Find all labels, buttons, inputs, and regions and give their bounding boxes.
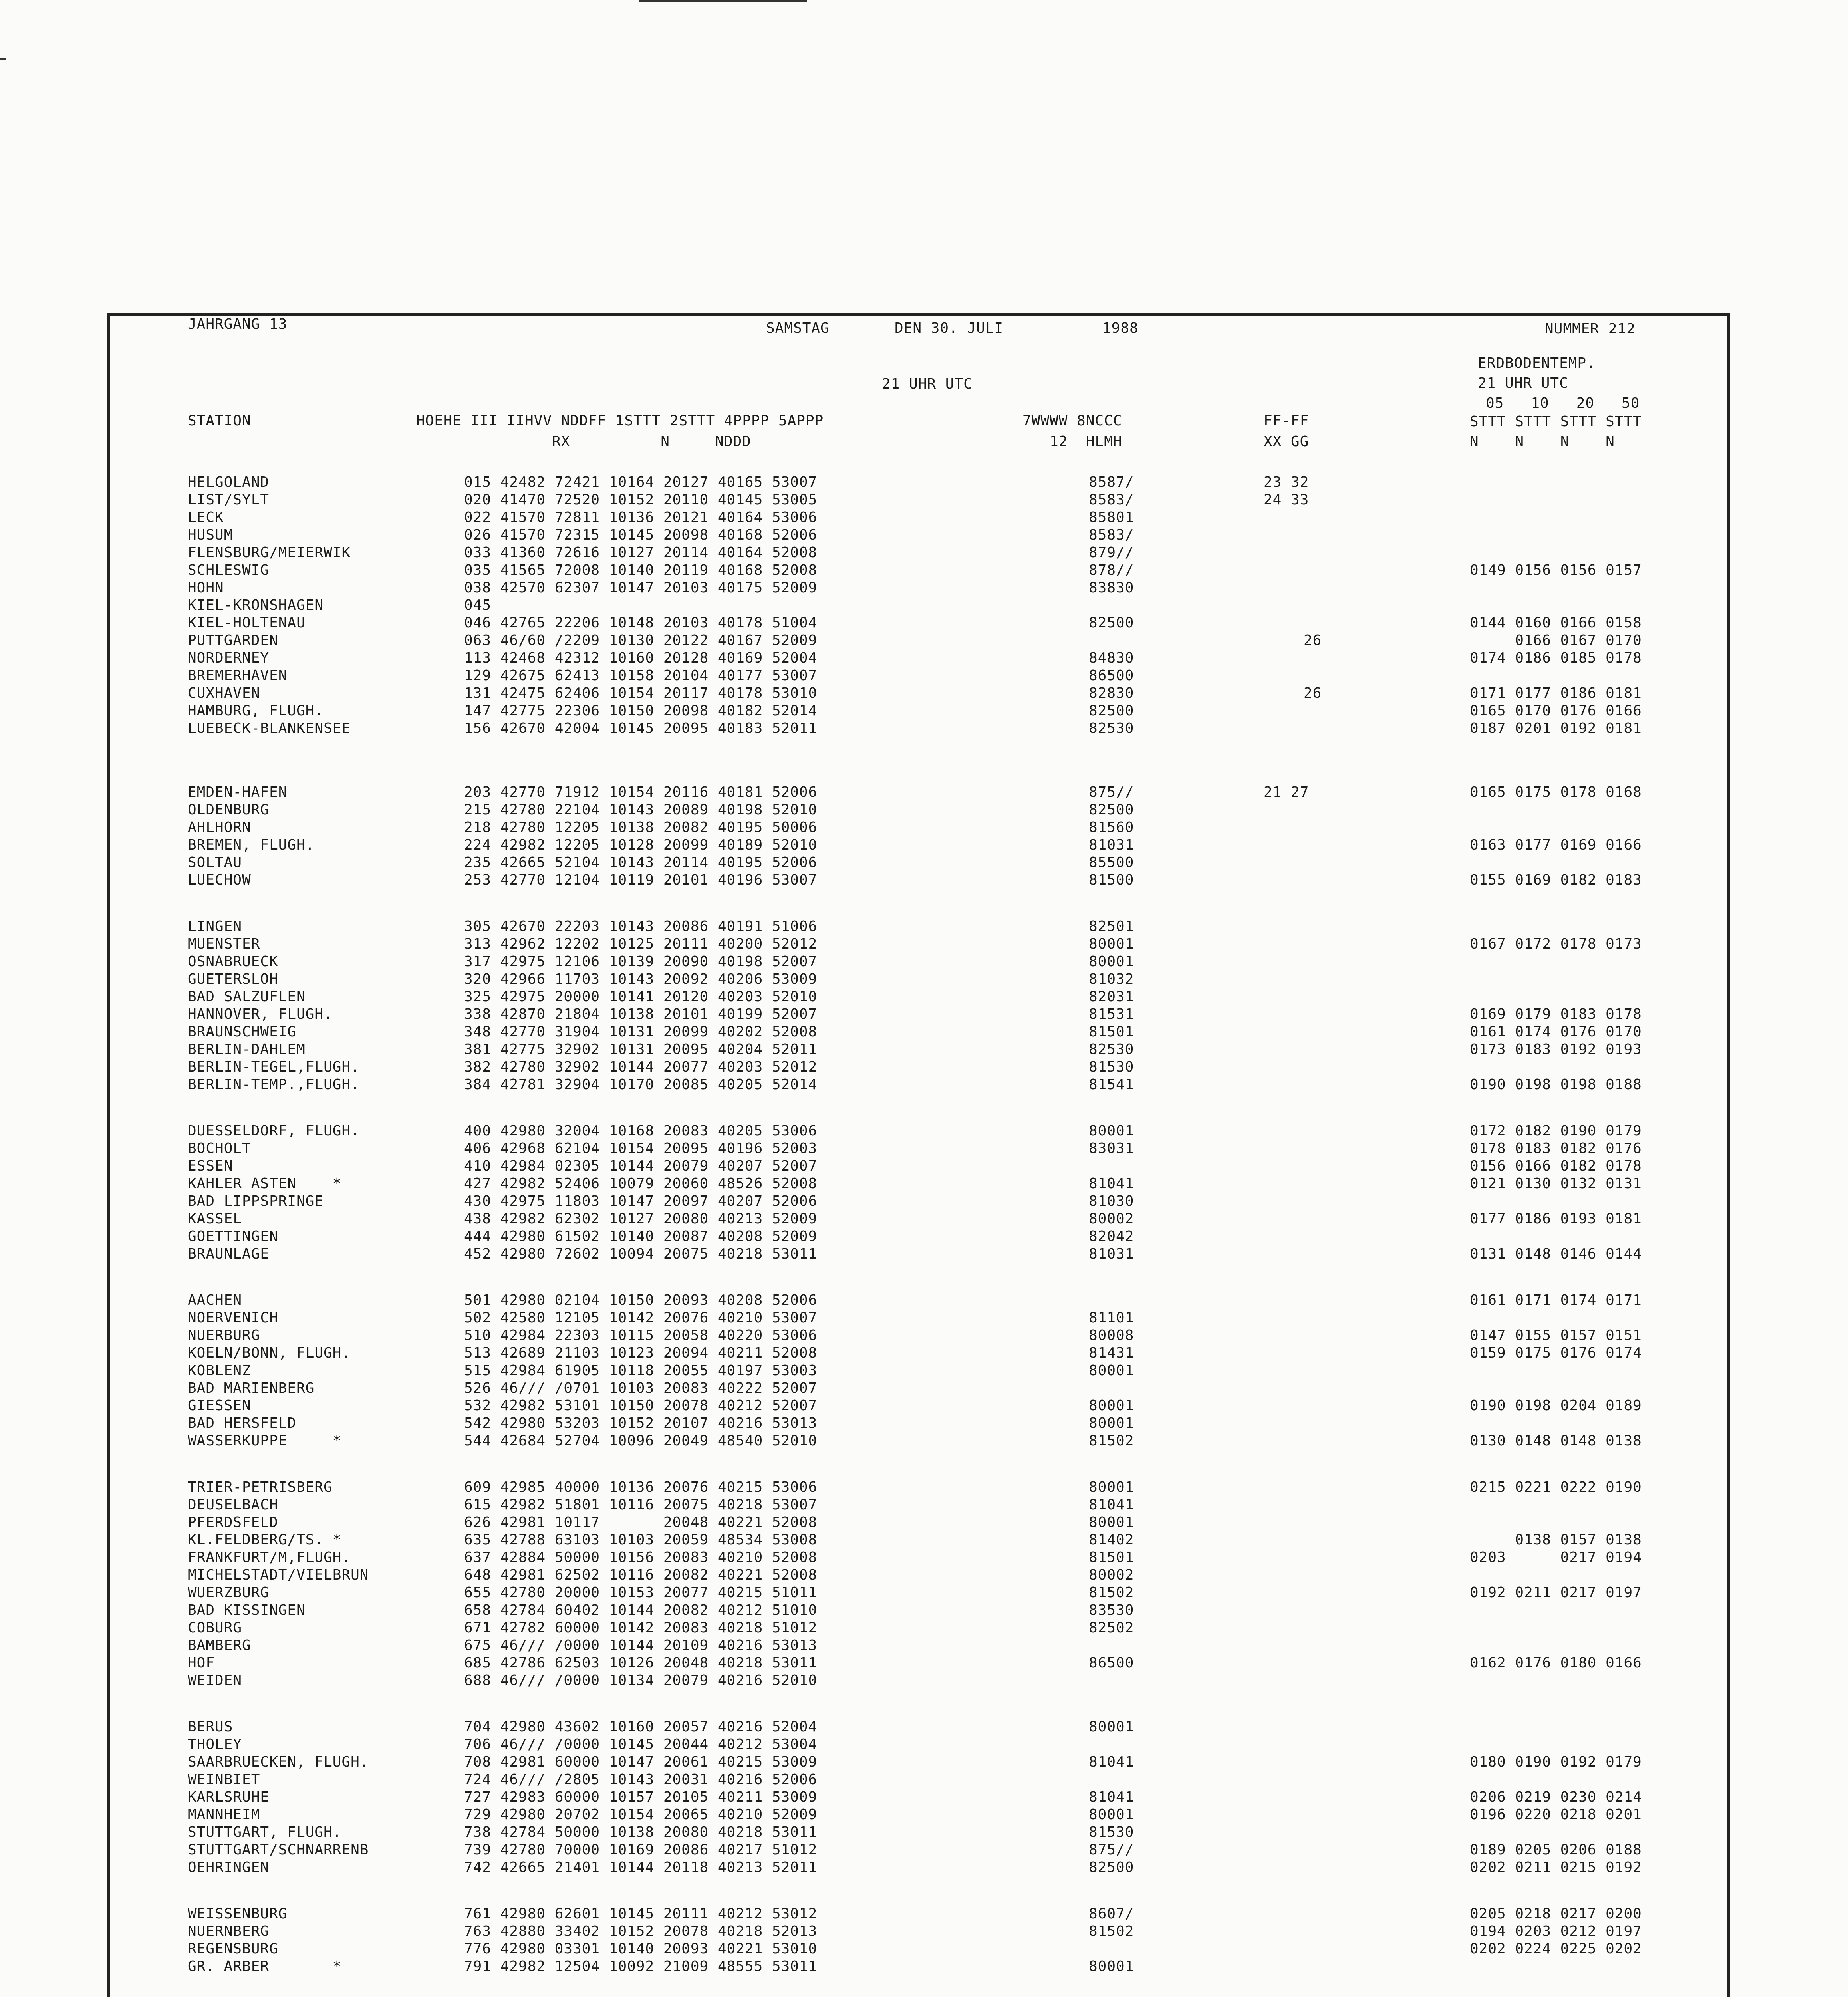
synop-codes: 382 42780 32902 10144 20077 40203 52012 [464, 1059, 818, 1075]
synop-codes: 038 42570 62307 10147 20103 40175 52009 [464, 580, 818, 596]
station-name: KARLSRUHE [188, 1789, 270, 1805]
soil-temperatures: 0172 0182 0190 0179 [1470, 1123, 1642, 1139]
cloud-code: 80001 [1089, 1362, 1134, 1379]
soil-temperatures: 0165 0175 0178 0168 [1470, 784, 1642, 800]
station-name: PFERDSFELD [188, 1514, 278, 1531]
station-name: NORDERNEY [188, 650, 270, 666]
soil-temperatures: 0215 0221 0222 0190 [1470, 1479, 1642, 1495]
synop-codes: 203 42770 71912 10154 20116 40181 52006 [464, 784, 818, 800]
cloud-code: 81501 [1089, 1549, 1134, 1566]
date: DEN 30. JULI [895, 320, 1004, 336]
station-name: SCHLESWIG [188, 562, 270, 578]
soil-temperatures: 0171 0177 0186 0181 [1470, 685, 1642, 701]
soil-depths: 05 10 20 50 [1486, 395, 1640, 411]
soil-temperatures: 0165 0170 0176 0166 [1470, 703, 1642, 719]
station-name: CUXHAVEN [188, 685, 260, 701]
cloud-code: 80001 [1089, 1806, 1134, 1823]
col-station: STATION [188, 413, 251, 429]
cloud-code: 80001 [1089, 1514, 1134, 1531]
station-name: WEIDEN [188, 1672, 242, 1689]
synop-codes: 510 42984 22303 10115 20058 40220 53006 [464, 1327, 818, 1344]
synop-codes: 655 42780 20000 10153 20077 40215 51011 [464, 1584, 818, 1601]
synop-codes: 738 42784 50000 10138 20080 40218 53011 [464, 1824, 818, 1840]
cloud-code: 81531 [1089, 1006, 1134, 1022]
cloud-code: 875// [1089, 1842, 1134, 1858]
station-name: BAD HERSFELD [188, 1415, 297, 1431]
synop-codes: 675 46/// /0000 10144 20109 40216 53013 [464, 1637, 818, 1654]
synop-codes: 381 42775 32902 10131 20095 40204 52011 [464, 1041, 818, 1058]
synop-codes: 502 42580 12105 10142 20076 40210 53007 [464, 1310, 818, 1326]
soil-temperatures: 0196 0220 0218 0201 [1470, 1806, 1642, 1823]
cloud-code: 80002 [1089, 1211, 1134, 1227]
station-name: COBURG [188, 1620, 242, 1636]
station-name: KL.FELDBERG/TS. * [188, 1532, 342, 1548]
cloud-code: 80001 [1089, 1958, 1134, 1975]
synop-codes: 761 42980 62601 10145 20111 40212 53012 [464, 1906, 818, 1922]
synop-codes: 513 42689 21103 10123 20094 40211 52008 [464, 1345, 818, 1361]
station-name: MANNHEIM [188, 1806, 260, 1823]
station-name: NUERNBERG [188, 1923, 270, 1939]
cloud-code: 80001 [1089, 953, 1134, 970]
soil-temperatures: 0178 0183 0182 0176 [1470, 1140, 1642, 1157]
cloud-code: 8607/ [1089, 1906, 1134, 1922]
cloud-code: 82502 [1089, 1620, 1134, 1636]
synop-codes: 156 42670 42004 10145 20095 40183 52011 [464, 720, 818, 736]
station-name: WEISSENBURG [188, 1906, 288, 1922]
synop-codes: 338 42870 21804 10138 20101 40199 52007 [464, 1006, 818, 1022]
cloud-code: 81530 [1089, 1824, 1134, 1840]
synop-codes: 235 42665 52104 10143 20114 40195 52006 [464, 854, 818, 871]
cloud-code: 80001 [1089, 936, 1134, 952]
station-name: HAMBURG, FLUGH. [188, 703, 324, 719]
station-name: BREMEN, FLUGH. [188, 837, 315, 853]
station-name: EMDEN-HAFEN [188, 784, 288, 800]
cloud-code: 81031 [1089, 837, 1134, 853]
soil-temperatures: 0177 0186 0193 0181 [1470, 1211, 1642, 1227]
station-name: BAMBERG [188, 1637, 251, 1654]
col-weather-1: 7WWWW 8NCCC [1022, 413, 1122, 429]
scan-edge-left [0, 58, 6, 60]
soil-temperatures: 0121 0130 0132 0131 [1470, 1175, 1642, 1192]
station-name: DEUSELBACH [188, 1497, 278, 1513]
station-name: WUERZBURG [188, 1584, 270, 1601]
station-name: TRIER-PETRISBERG [188, 1479, 333, 1495]
cloud-code: 80002 [1089, 1567, 1134, 1583]
soil-temperatures: 0138 0157 0138 [1470, 1532, 1642, 1548]
synop-codes: 615 42982 51801 10116 20075 40218 53007 [464, 1497, 818, 1513]
synop-codes: 147 42775 22306 10150 20098 40182 52014 [464, 703, 818, 719]
wind-gust: 23 32 [1264, 474, 1309, 490]
cloud-code: 81030 [1089, 1193, 1134, 1209]
synop-codes: 791 42982 12504 10092 21009 48555 53011 [464, 1958, 818, 1975]
cloud-code: 82501 [1089, 918, 1134, 935]
soil-temp-title: ERDBODENTEMP. [1478, 355, 1596, 371]
station-name: HOF [188, 1655, 215, 1671]
synop-codes: 400 42980 32004 10168 20083 40205 53006 [464, 1123, 818, 1139]
station-name: NOERVENICH [188, 1310, 278, 1326]
cloud-code: 81502 [1089, 1433, 1134, 1449]
cloud-code: 81502 [1089, 1923, 1134, 1939]
cloud-code: 80008 [1089, 1327, 1134, 1344]
soil-temperatures: 0205 0218 0217 0200 [1470, 1906, 1642, 1922]
synop-codes: 532 42982 53101 10150 20078 40212 52007 [464, 1398, 818, 1414]
synop-codes: 129 42675 62413 10158 20104 40177 53007 [464, 667, 818, 684]
station-name: GUETERSLOH [188, 971, 278, 987]
station-name: KAHLER ASTEN * [188, 1175, 342, 1192]
main-utc: 21 UHR UTC [882, 376, 973, 392]
soil-temperatures: 0161 0174 0176 0170 [1470, 1024, 1642, 1040]
synop-codes: 544 42684 52704 10096 20049 48540 52010 [464, 1433, 818, 1449]
soil-temperatures: 0187 0201 0192 0181 [1470, 720, 1642, 736]
synop-codes: 727 42983 60000 10157 20105 40211 53009 [464, 1789, 818, 1805]
wind-gust: 21 27 [1264, 784, 1309, 800]
cloud-code: 878// [1089, 562, 1134, 578]
cloud-code: 879// [1089, 544, 1134, 561]
soil-temperatures: 0173 0183 0192 0193 [1470, 1041, 1642, 1058]
station-name: STUTTGART, FLUGH. [188, 1824, 342, 1840]
synop-codes: 045 [464, 597, 492, 613]
synop-codes: 438 42982 62302 10127 20080 40213 52009 [464, 1211, 818, 1227]
soil-temperatures: 0202 0224 0225 0202 [1470, 1941, 1642, 1957]
station-name: KOBLENZ [188, 1362, 251, 1379]
synop-codes: 313 42962 12202 10125 20111 40200 52012 [464, 936, 818, 952]
cloud-code: 81530 [1089, 1059, 1134, 1075]
station-name: HUSUM [188, 527, 233, 543]
station-name: BAD SALZUFLEN [188, 989, 306, 1005]
synop-codes: 708 42981 60000 10147 20061 40215 53009 [464, 1754, 818, 1770]
synop-codes: 317 42975 12106 10139 20090 40198 52007 [464, 953, 818, 970]
cloud-code: 80001 [1089, 1398, 1134, 1414]
cloud-code: 85801 [1089, 509, 1134, 526]
synop-codes: 015 42482 72421 10164 20127 40165 53007 [464, 474, 818, 490]
soil-temperatures: 0202 0211 0215 0192 [1470, 1859, 1642, 1876]
cloud-code: 83031 [1089, 1140, 1134, 1157]
synop-codes: 501 42980 02104 10150 20093 40208 52006 [464, 1292, 818, 1308]
cloud-code: 84830 [1089, 650, 1134, 666]
synop-codes: 626 42981 10117 20048 40221 52008 [464, 1514, 818, 1531]
cloud-code: 82042 [1089, 1228, 1134, 1245]
synop-codes: 452 42980 72602 10094 20075 40218 53011 [464, 1246, 818, 1262]
station-name: OSNABRUECK [188, 953, 278, 970]
cloud-code: 82500 [1089, 1859, 1134, 1876]
cloud-code: 8583/ [1089, 527, 1134, 543]
synop-codes: 671 42782 60000 10142 20083 40218 51012 [464, 1620, 818, 1636]
station-name: MUENSTER [188, 936, 260, 952]
station-name: BERLIN-DAHLEM [188, 1041, 306, 1058]
soil-temperatures: 0144 0160 0166 0158 [1470, 615, 1642, 631]
station-name: OEHRINGEN [188, 1859, 270, 1876]
cloud-code: 86500 [1089, 667, 1134, 684]
cloud-code: 81031 [1089, 1246, 1134, 1262]
col-soil-1: STTT STTT STTT STTT [1470, 413, 1642, 430]
synop-codes: 224 42982 12205 10128 20099 40189 52010 [464, 837, 818, 853]
station-name: KASSEL [188, 1211, 242, 1227]
synop-codes: 063 46/60 /2209 10130 20122 40167 52009 [464, 632, 818, 649]
synop-codes: 739 42780 70000 10169 20086 40217 51012 [464, 1842, 818, 1858]
cloud-code: 82830 [1089, 685, 1134, 701]
synop-codes: 033 41360 72616 10127 20114 40164 52008 [464, 544, 818, 561]
cloud-code: 81431 [1089, 1345, 1134, 1361]
station-name: BRAUNSCHWEIG [188, 1024, 297, 1040]
scan-edge-top [639, 0, 807, 2]
synop-codes: 729 42980 20702 10154 20065 40210 52009 [464, 1806, 818, 1823]
station-name: KIEL-HOLTENAU [188, 615, 306, 631]
soil-temperatures: 0203 0217 0194 [1470, 1549, 1642, 1566]
cloud-code: 82530 [1089, 720, 1134, 736]
station-name: SAARBRUECKEN, FLUGH. [188, 1754, 369, 1770]
cloud-code: 82530 [1089, 1041, 1134, 1058]
station-name: GIESSEN [188, 1398, 251, 1414]
synop-codes: 444 42980 61502 10140 20087 40208 52009 [464, 1228, 818, 1245]
synop-codes: 348 42770 31904 10131 20099 40202 52008 [464, 1024, 818, 1040]
cloud-code: 80001 [1089, 1719, 1134, 1735]
synop-codes: 253 42770 12104 10119 20101 40196 53007 [464, 872, 818, 888]
soil-temperatures: 0162 0176 0180 0166 [1470, 1655, 1642, 1671]
synop-codes: 035 41565 72008 10140 20119 40168 52008 [464, 562, 818, 578]
station-name: HANNOVER, FLUGH. [188, 1006, 333, 1022]
col-soil-2: N N N N [1470, 433, 1615, 450]
station-name: GOETTINGEN [188, 1228, 278, 1245]
weekday: SAMSTAG [766, 320, 830, 336]
cloud-code: 81041 [1089, 1789, 1134, 1805]
cloud-code: 81502 [1089, 1584, 1134, 1601]
cloud-code: 83530 [1089, 1602, 1134, 1618]
synop-codes: 325 42975 20000 10141 20120 40203 52010 [464, 989, 818, 1005]
soil-temperatures: 0190 0198 0198 0188 [1470, 1076, 1642, 1093]
station-name: WASSERKUPPE * [188, 1433, 342, 1449]
station-name: BERUS [188, 1719, 233, 1735]
synop-codes: 688 46/// /0000 10134 20079 40216 52010 [464, 1672, 818, 1689]
cloud-code: 85500 [1089, 854, 1134, 871]
cloud-code: 81501 [1089, 1024, 1134, 1040]
synop-codes: 113 42468 42312 10160 20128 40169 52004 [464, 650, 818, 666]
station-name: KOELN/BONN, FLUGH. [188, 1345, 351, 1361]
cloud-code: 82500 [1089, 802, 1134, 818]
soil-temperatures: 0180 0190 0192 0179 [1470, 1754, 1642, 1770]
cloud-code: 81402 [1089, 1532, 1134, 1548]
cloud-code: 8583/ [1089, 492, 1134, 508]
wind-gust: 24 33 [1264, 492, 1309, 508]
cloud-code: 83830 [1089, 580, 1134, 596]
synop-codes: 022 41570 72811 10136 20121 40164 53006 [464, 509, 818, 526]
cloud-code: 80001 [1089, 1123, 1134, 1139]
cloud-code: 81032 [1089, 971, 1134, 987]
station-name: BREMERHAVEN [188, 667, 288, 684]
station-name: ESSEN [188, 1158, 233, 1174]
soil-temperatures: 0166 0167 0170 [1470, 632, 1642, 649]
synop-codes: 658 42784 60402 10144 20082 40212 51010 [464, 1602, 818, 1618]
soil-temperatures: 0147 0155 0157 0151 [1470, 1327, 1642, 1344]
soil-temperatures: 0161 0171 0174 0171 [1470, 1292, 1642, 1308]
cloud-code: 81101 [1089, 1310, 1134, 1326]
synop-codes: 406 42968 62104 10154 20095 40196 52003 [464, 1140, 818, 1157]
cloud-code: 80001 [1089, 1415, 1134, 1431]
station-name: HOHN [188, 580, 224, 596]
cloud-code: 82031 [1089, 989, 1134, 1005]
synop-codes: 046 42765 22206 10148 20103 40178 51004 [464, 615, 818, 631]
soil-temperatures: 0194 0203 0212 0197 [1470, 1923, 1642, 1939]
soil-temperatures: 0156 0166 0182 0178 [1470, 1158, 1642, 1174]
station-name: LECK [188, 509, 224, 526]
station-name: MICHELSTADT/VIELBRUN [188, 1567, 369, 1583]
station-name: OLDENBURG [188, 802, 270, 818]
cloud-code: 82500 [1089, 703, 1134, 719]
synop-codes: 724 46/// /2805 10143 20031 40216 52006 [464, 1771, 818, 1788]
soil-temperatures: 0169 0179 0183 0178 [1470, 1006, 1642, 1022]
station-name: REGENSBURG [188, 1941, 278, 1957]
station-name: LUECHOW [188, 872, 251, 888]
jahrgang: JAHRGANG 13 [188, 316, 288, 332]
cloud-code: 81041 [1089, 1754, 1134, 1770]
col-wind-1: FF-FF [1264, 413, 1309, 429]
synop-codes: 026 41570 72315 10145 20098 40168 52006 [464, 527, 818, 543]
synop-codes: 384 42781 32904 10170 20085 40205 52014 [464, 1076, 818, 1093]
soil-temperatures: 0131 0148 0146 0144 [1470, 1246, 1642, 1262]
station-name: WEINBIET [188, 1771, 260, 1788]
synop-codes: 131 42475 62406 10154 20117 40178 53010 [464, 685, 818, 701]
station-name: LUEBECK-BLANKENSEE [188, 720, 351, 736]
station-name: BRAUNLAGE [188, 1246, 270, 1262]
cloud-code: 81560 [1089, 819, 1134, 836]
cloud-code: 8587/ [1089, 474, 1134, 490]
cloud-code: 81041 [1089, 1497, 1134, 1513]
cloud-code: 81041 [1089, 1175, 1134, 1192]
col-codes-2: RX N NDDD [416, 433, 751, 450]
synop-codes: 020 41470 72520 10152 20110 40145 53005 [464, 492, 818, 508]
synop-codes: 637 42884 50000 10156 20083 40210 52008 [464, 1549, 818, 1566]
soil-temperatures: 0159 0175 0176 0174 [1470, 1345, 1642, 1361]
station-name: BAD MARIENBERG [188, 1380, 315, 1396]
synop-codes: 763 42880 33402 10152 20078 40218 52013 [464, 1923, 818, 1939]
station-name: BERLIN-TEMP.,FLUGH. [188, 1076, 360, 1093]
station-name: BAD KISSINGEN [188, 1602, 306, 1618]
synop-codes: 515 42984 61905 10118 20055 40197 53003 [464, 1362, 818, 1379]
synop-codes: 215 42780 22104 10143 20089 40198 52010 [464, 802, 818, 818]
synop-codes: 742 42665 21401 10144 20118 40213 52011 [464, 1859, 818, 1876]
station-name: GR. ARBER * [188, 1958, 342, 1975]
soil-utc: 21 UHR UTC [1478, 375, 1568, 391]
station-name: BOCHOLT [188, 1140, 251, 1157]
cloud-code: 81541 [1089, 1076, 1134, 1093]
cloud-code: 80001 [1089, 1479, 1134, 1495]
station-name: SOLTAU [188, 854, 242, 871]
station-name: FRANKFURT/M,FLUGH. [188, 1549, 351, 1566]
synop-codes: 526 46/// /0701 10103 20083 40222 52007 [464, 1380, 818, 1396]
synop-codes: 685 42786 62503 10126 20048 40218 53011 [464, 1655, 818, 1671]
synop-codes: 648 42981 62502 10116 20082 40221 52008 [464, 1567, 818, 1583]
synop-codes: 427 42982 52406 10079 20060 48526 52008 [464, 1175, 818, 1192]
col-weather-2: 12 HLMH [1022, 433, 1122, 450]
station-name: AACHEN [188, 1292, 242, 1308]
wind-gust: 26 [1304, 632, 1322, 649]
station-name: BAD LIPPSPRINGE [188, 1193, 324, 1209]
station-name: LINGEN [188, 918, 242, 935]
soil-temperatures: 0192 0211 0217 0197 [1470, 1584, 1642, 1601]
soil-temperatures: 0190 0198 0204 0189 [1470, 1398, 1642, 1414]
soil-temperatures: 0189 0205 0206 0188 [1470, 1842, 1642, 1858]
cloud-code: 82500 [1089, 615, 1134, 631]
cloud-code: 86500 [1089, 1655, 1134, 1671]
station-name: THOLEY [188, 1736, 242, 1753]
station-name: HELGOLAND [188, 474, 270, 490]
col-codes-1: HOEHE III IIHVV NDDFF 1STTT 2STTT 4PPPP 5APPP [416, 413, 824, 429]
station-name: NUERBURG [188, 1327, 260, 1344]
cloud-code: 875// [1089, 784, 1134, 800]
synop-codes: 218 42780 12205 10138 20082 40195 50006 [464, 819, 818, 836]
station-name: DUESSELDORF, FLUGH. [188, 1123, 360, 1139]
soil-temperatures: 0163 0177 0169 0166 [1470, 837, 1642, 853]
synop-codes: 542 42980 53203 10152 20107 40216 53013 [464, 1415, 818, 1431]
station-name: AHLHORN [188, 819, 251, 836]
soil-temperatures: 0130 0148 0148 0138 [1470, 1433, 1642, 1449]
station-name: PUTTGARDEN [188, 632, 278, 649]
synop-codes: 706 46/// /0000 10145 20044 40212 53004 [464, 1736, 818, 1753]
synop-codes: 305 42670 22203 10143 20086 40191 51006 [464, 918, 818, 935]
station-name: FLENSBURG/MEIERWIK [188, 544, 351, 561]
col-wind-2: XX GG [1264, 433, 1309, 450]
soil-temperatures: 0149 0156 0156 0157 [1470, 562, 1642, 578]
soil-temperatures: 0174 0186 0185 0178 [1470, 650, 1642, 666]
station-name: STUTTGART/SCHNARRENB [188, 1842, 369, 1858]
soil-temperatures: 0167 0172 0178 0173 [1470, 936, 1642, 952]
issue-number: NUMMER 212 [1545, 321, 1636, 337]
soil-temperatures: 0206 0219 0230 0214 [1470, 1789, 1642, 1805]
synop-codes: 410 42984 02305 10144 20079 40207 52007 [464, 1158, 818, 1174]
synop-codes: 430 42975 11803 10147 20097 40207 52006 [464, 1193, 818, 1209]
synop-codes: 320 42966 11703 10143 20092 40206 53009 [464, 971, 818, 987]
station-name: BERLIN-TEGEL,FLUGH. [188, 1059, 360, 1075]
synop-codes: 776 42980 03301 10140 20093 40221 53010 [464, 1941, 818, 1957]
synop-codes: 635 42788 63103 10103 20059 48534 53008 [464, 1532, 818, 1548]
synop-codes: 609 42985 40000 10136 20076 40215 53006 [464, 1479, 818, 1495]
soil-temperatures: 0155 0169 0182 0183 [1470, 872, 1642, 888]
synop-codes: 704 42980 43602 10160 20057 40216 52004 [464, 1719, 818, 1735]
cloud-code: 81500 [1089, 872, 1134, 888]
station-name: LIST/SYLT [188, 492, 270, 508]
station-name: KIEL-KRONSHAGEN [188, 597, 324, 613]
year: 1988 [1102, 320, 1139, 336]
wind-gust: 26 [1304, 685, 1322, 701]
